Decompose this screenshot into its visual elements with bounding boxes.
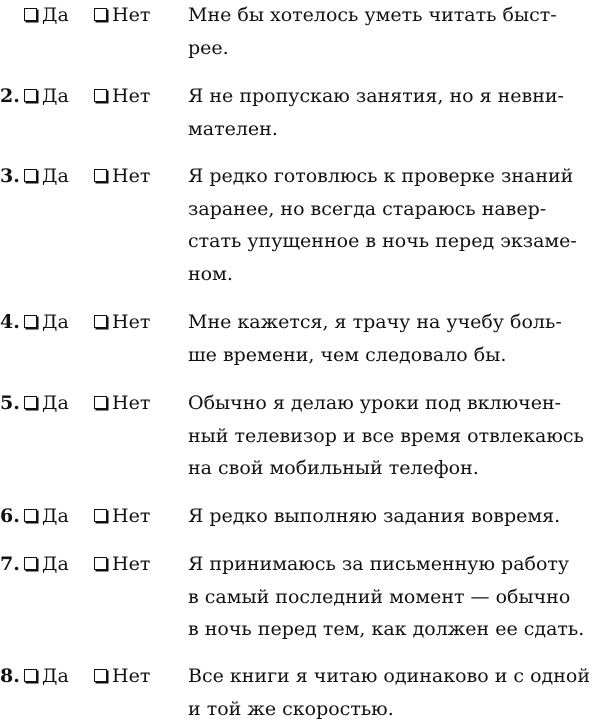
yes-label: Да bbox=[42, 4, 69, 26]
checkbox-icon[interactable] bbox=[24, 8, 37, 21]
question-text-line: Мне бы хотелось уметь читать быст- bbox=[188, 0, 612, 32]
yes-label: Да bbox=[42, 665, 69, 687]
question-number: 4. bbox=[0, 306, 20, 338]
yes-label: Да bbox=[42, 165, 69, 187]
question-text-line: заранее, но всегда стараюсь навер- bbox=[188, 193, 612, 226]
yes-label: Да bbox=[42, 553, 69, 575]
question-text-line: Я редко готовлюсь к проверке знаний bbox=[188, 160, 612, 193]
question-text bbox=[188, 80, 612, 145]
question-text-line: рее. bbox=[188, 32, 612, 65]
no-label: Нет bbox=[112, 505, 150, 527]
question-item bbox=[0, 387, 614, 427]
checkbox-icon[interactable] bbox=[94, 509, 107, 522]
no-label: Нет bbox=[112, 165, 150, 187]
question-text-line: Я редко выполняю задания вовремя. bbox=[188, 500, 612, 533]
question-text bbox=[188, 660, 612, 725]
checkbox-icon[interactable] bbox=[94, 89, 107, 102]
question-number: 7. bbox=[0, 548, 20, 580]
question-text-line: в ночь перед тем, как должен ее сдать. bbox=[188, 613, 612, 646]
checkbox-icon[interactable] bbox=[24, 669, 37, 682]
no-label: Нет bbox=[112, 665, 150, 687]
yes-option[interactable] bbox=[24, 0, 69, 31]
no-option[interactable] bbox=[94, 500, 150, 532]
question-item bbox=[0, 306, 614, 346]
no-option[interactable] bbox=[94, 660, 150, 692]
checkbox-icon[interactable] bbox=[24, 315, 37, 328]
no-option[interactable] bbox=[94, 0, 150, 31]
no-option[interactable] bbox=[94, 160, 150, 192]
question-item bbox=[0, 160, 614, 200]
question-text-line: стать упущенное в ночь перед экзаме- bbox=[188, 225, 612, 258]
no-label: Нет bbox=[112, 392, 150, 414]
question-text bbox=[188, 160, 612, 290]
checkbox-icon[interactable] bbox=[94, 557, 107, 570]
yes-label: Да bbox=[42, 311, 69, 333]
checkbox-icon[interactable] bbox=[24, 396, 37, 409]
yes-option[interactable] bbox=[24, 387, 69, 419]
question-text bbox=[188, 0, 612, 64]
question-text-line: на свой мобильный телефон. bbox=[188, 452, 612, 485]
yes-option[interactable] bbox=[24, 548, 69, 580]
question-number: 2. bbox=[0, 80, 20, 112]
question-text bbox=[188, 306, 612, 371]
question-text-line: в самый последний момент — обычно bbox=[188, 581, 612, 614]
no-label: Нет bbox=[112, 85, 150, 107]
question-item bbox=[0, 548, 614, 588]
checkbox-icon[interactable] bbox=[94, 396, 107, 409]
no-option[interactable] bbox=[94, 306, 150, 338]
question-text bbox=[188, 500, 612, 533]
question-number: 3. bbox=[0, 160, 20, 192]
question-text bbox=[188, 387, 612, 485]
question-text-line: Обычно я делаю уроки под включен- bbox=[188, 387, 612, 420]
yes-label: Да bbox=[42, 392, 69, 414]
yes-option[interactable] bbox=[24, 160, 69, 192]
yes-option[interactable] bbox=[24, 660, 69, 692]
yes-label: Да bbox=[42, 505, 69, 527]
question-item bbox=[0, 0, 614, 39]
question-item bbox=[0, 80, 614, 120]
question-text-line: ный телевизор и все время отвлекаюсь bbox=[188, 420, 612, 453]
no-label: Нет bbox=[112, 4, 150, 26]
checkbox-icon[interactable] bbox=[94, 169, 107, 182]
question-number: 5. bbox=[0, 387, 20, 419]
question-text-line: мателен. bbox=[188, 113, 612, 146]
question-text bbox=[188, 548, 612, 646]
question-text-line: Все книги я читаю одинаково и с одной bbox=[188, 660, 612, 693]
yes-option[interactable] bbox=[24, 80, 69, 112]
checkbox-icon[interactable] bbox=[94, 8, 107, 21]
question-text-line: Я принимаюсь за письменную работу bbox=[188, 548, 612, 581]
question-text-line: ном. bbox=[188, 258, 612, 291]
question-number: 6. bbox=[0, 500, 20, 532]
no-label: Нет bbox=[112, 553, 150, 575]
no-label: Нет bbox=[112, 311, 150, 333]
question-item bbox=[0, 500, 614, 540]
question-text-line: ше времени, чем следовало бы. bbox=[188, 339, 612, 372]
checkbox-icon[interactable] bbox=[24, 169, 37, 182]
yes-option[interactable] bbox=[24, 500, 69, 532]
question-item bbox=[0, 660, 614, 700]
checkbox-icon[interactable] bbox=[24, 89, 37, 102]
question-text-line: Я не пропускаю занятия, но я невни- bbox=[188, 80, 612, 113]
question-text-line: Мне кажется, я трачу на учебу боль- bbox=[188, 306, 612, 339]
question-text-line: и той же скоростью. bbox=[188, 693, 612, 725]
checkbox-icon[interactable] bbox=[94, 669, 107, 682]
checkbox-icon[interactable] bbox=[24, 509, 37, 522]
no-option[interactable] bbox=[94, 80, 150, 112]
yes-label: Да bbox=[42, 85, 69, 107]
question-number: 8. bbox=[0, 660, 20, 692]
no-option[interactable] bbox=[94, 548, 150, 580]
checkbox-icon[interactable] bbox=[24, 557, 37, 570]
no-option[interactable] bbox=[94, 387, 150, 419]
yes-option[interactable] bbox=[24, 306, 69, 338]
checkbox-icon[interactable] bbox=[94, 315, 107, 328]
